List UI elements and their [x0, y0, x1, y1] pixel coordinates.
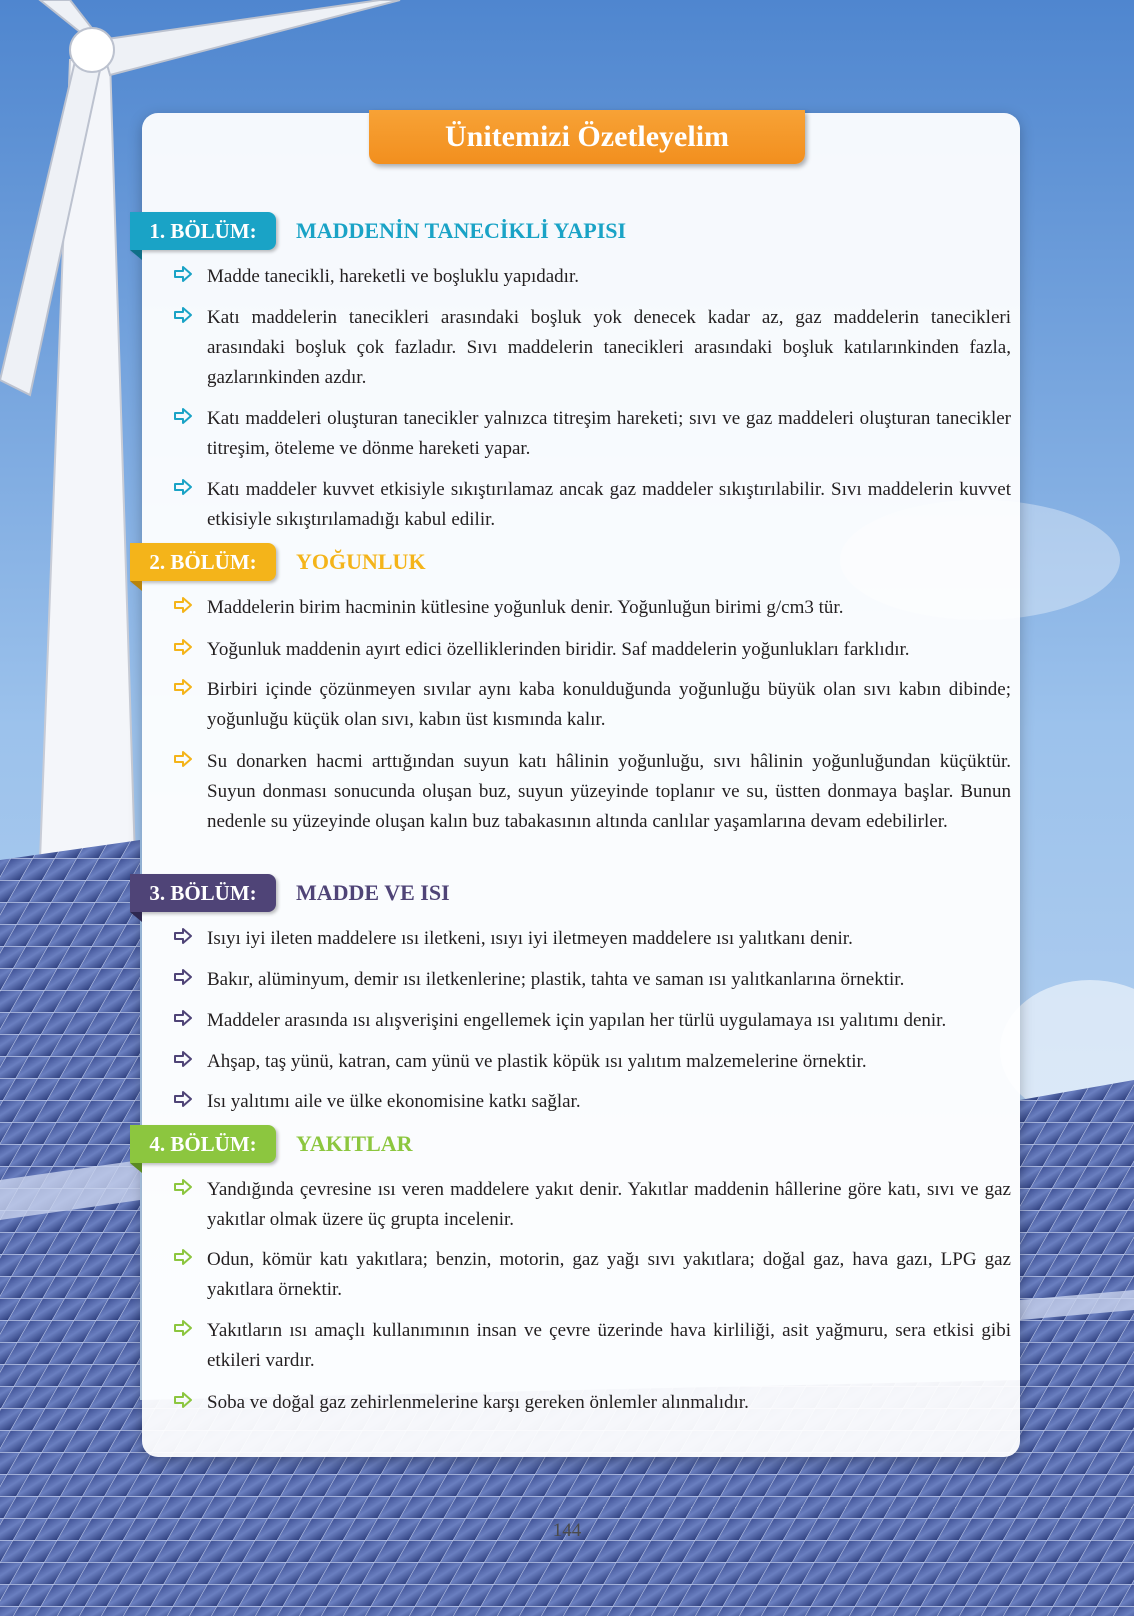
bullet-3-5: [173, 1087, 1011, 1117]
arrow-icon: [173, 927, 193, 945]
section-4-tab-fold: [130, 1163, 142, 1173]
arrow-icon: [173, 407, 193, 425]
page-number: 144: [552, 1520, 582, 1541]
arrow-icon: [173, 678, 193, 696]
arrow-icon: [173, 596, 193, 614]
bullet-1-3: [173, 404, 1011, 464]
arrow-icon: [173, 968, 193, 986]
arrow-icon: [173, 1319, 193, 1337]
bullet-3-4: [173, 1047, 1011, 1077]
section-1-header: [130, 212, 1030, 252]
bullet-1-2: [173, 303, 1011, 393]
arrow-icon: [173, 265, 193, 283]
arrow-icon: [173, 1391, 193, 1409]
section-1-tab: 1. BÖLÜM:: [130, 212, 276, 250]
arrow-icon: [173, 638, 193, 656]
bullet-text: Katı maddeleri oluşturan tanecikler yalnızca titreşim hareketi; sıvı ve gaz maddeleri oluşturan tanecikler titreşim, öteleme ve dönme hareketi yapar.: [207, 408, 1011, 459]
section-3-tab-fold: [130, 912, 142, 922]
bullet-3-1: [173, 924, 1011, 954]
bullet-text: Su donarken hacmi arttığından suyun katı hâlinin yoğunluğu, sıvı hâlinin yoğunluğundan küçüktür. Suyun donması sonucunda oluşan buz, suyun yüzeyinde toplanır ve su, üstten donmaya başlar. Bunun nedenle su yüzeyinde oluşan kalın buz tabakasının altında canlılar yaşamlarına devam edebilirler.: [207, 751, 1011, 832]
section-2-title: YOĞUNLUK: [296, 549, 426, 574]
section-4-header: [130, 1125, 1030, 1165]
bullet-3-3: [173, 1006, 1011, 1036]
arrow-icon: [173, 1178, 193, 1196]
bullet-text: Soba ve doğal gaz zehirlenmelerine karşı gereken önlemler alınmalıdır.: [207, 1392, 749, 1413]
section-1-title: MADDENİN TANECİKLİ YAPISI: [296, 218, 627, 243]
arrow-icon: [173, 1090, 193, 1108]
bullet-text: Isı yalıtımı aile ve ülke ekonomisine katkı sağlar.: [207, 1091, 581, 1112]
bullet-4-3: [173, 1316, 1011, 1376]
arrow-icon: [173, 1248, 193, 1266]
bullet-4-4: [173, 1388, 1011, 1418]
bullet-text: Ahşap, taş yünü, katran, cam yünü ve plastik köpük ısı yalıtım malzemelerine örnektir.: [207, 1051, 867, 1072]
section-3-header: [130, 874, 1030, 914]
bullet-text: Maddeler arasında ısı alışverişini engellemek için yapılan her türlü uygulamaya ısı yalıtımı denir.: [207, 1010, 947, 1031]
bullet-text: Bakır, alüminyum, demir ısı iletkenlerine; plastik, tahta ve saman ısı yalıtkanlarına örnektir.: [207, 969, 905, 990]
bullet-3-2: [173, 965, 1011, 995]
arrow-icon: [173, 1050, 193, 1068]
bullet-2-4: [173, 747, 1011, 837]
section-4-title: YAKITLAR: [296, 1131, 413, 1156]
arrow-icon: [173, 750, 193, 768]
page-title: Ünitemizi Özetleyelim: [369, 110, 805, 164]
bullet-text: Yoğunluk maddenin ayırt edici özelliklerinden biridir. Saf maddelerin yoğunlukları farklıdır.: [207, 639, 910, 660]
bullet-text: Isıyı iyi ileten maddelere ısı iletkeni, ısıyı iyi iletmeyen maddelere ısı yalıtkanı denir.: [207, 928, 853, 949]
bullet-1-4: [173, 475, 1011, 535]
bullet-1-1: [173, 262, 1011, 292]
bullet-text: Yakıtların ısı amaçlı kullanımının insan ve çevre üzerinde hava kirliliği, asit yağmuru, sera etkisi gibi etkileri vardır.: [207, 1320, 1011, 1371]
bullet-text: Yandığında çevresine ısı veren maddelere yakıt denir. Yakıtlar maddenin hâllerine göre katı, sıvı ve gaz yakıtlar olmak üzere üç grupta incelenir.: [207, 1179, 1011, 1230]
arrow-icon: [173, 1009, 193, 1027]
bullet-text: Maddelerin birim hacminin kütlesine yoğunluk denir. Yoğunluğun birimi g/cm3 tür.: [207, 597, 844, 618]
bullet-4-2: [173, 1245, 1011, 1305]
bullet-2-1: [173, 593, 1011, 623]
bullet-4-1: [173, 1175, 1011, 1235]
bullet-text: Birbiri içinde çözünmeyen sıvılar aynı kaba konulduğunda yoğunluğu büyük olan sıvı kabın dibinde; yoğunluğu küçük olan sıvı, kabın üst kısmında kalır.: [207, 679, 1011, 730]
section-2-tab-fold: [130, 581, 142, 591]
section-2-header: [130, 543, 1030, 583]
section-3-tab: 3. BÖLÜM:: [130, 874, 276, 912]
arrow-icon: [173, 306, 193, 324]
section-3-title: MADDE VE ISI: [296, 880, 450, 905]
section-1-tab-fold: [130, 250, 142, 260]
bullet-text: Madde tanecikli, hareketli ve boşluklu yapıdadır.: [207, 266, 579, 287]
section-4-tab: 4. BÖLÜM:: [130, 1125, 276, 1163]
bullet-text: Katı maddelerin tanecikleri arasındaki boşluk yok denecek kadar az, gaz maddelerin tanecikleri arasındaki boşluk çok fazladır. Sıvı maddelerin tanecikleri arasındaki boşluk katılarınkinden fazla, gazlarınkinden azdır.: [207, 307, 1011, 388]
arrow-icon: [173, 478, 193, 496]
bullet-text: Katı maddeler kuvvet etkisiyle sıkıştırılamaz ancak gaz maddeler sıkıştırılabilir. Sıvı maddelerin kuvvet etkisiyle sıkıştırılamadığı kabul edilir.: [207, 479, 1011, 530]
bullet-text: Odun, kömür katı yakıtlara; benzin, motorin, gaz yağı sıvı yakıtlara; doğal gaz, hava gazı, LPG gaz yakıtlara örnektir.: [207, 1249, 1011, 1300]
bullet-2-3: [173, 675, 1011, 735]
bullet-2-2: [173, 635, 1011, 665]
section-2-tab: 2. BÖLÜM:: [130, 543, 276, 581]
